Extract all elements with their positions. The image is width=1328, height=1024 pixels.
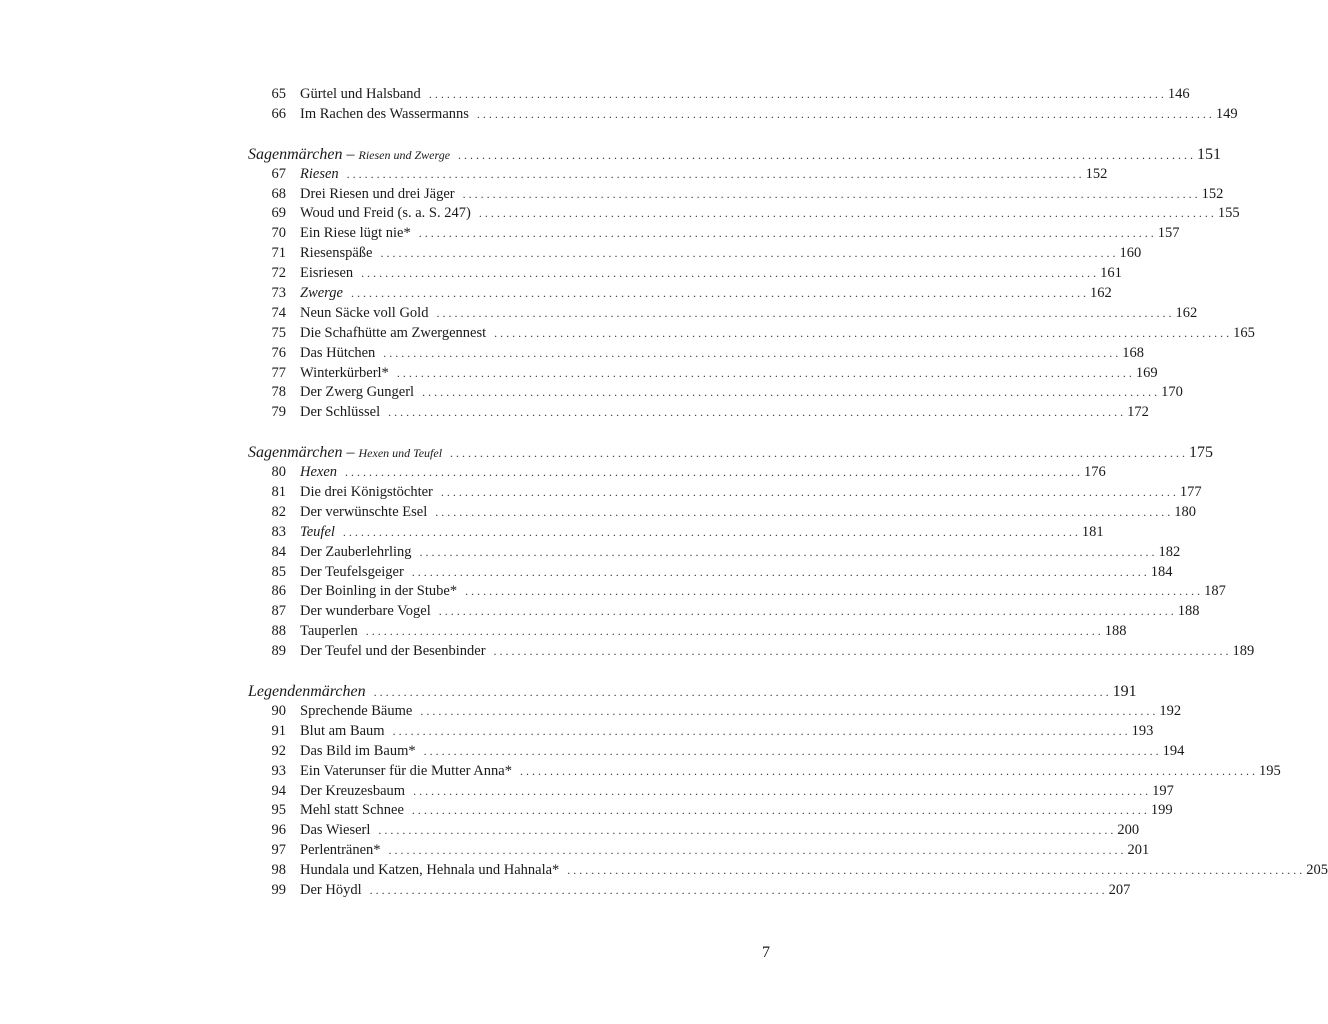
entry-title: Das Wieserl — [300, 822, 371, 839]
toc-entry — [248, 881, 1131, 901]
entry-number: 80 — [271, 464, 286, 481]
dot-leader — [441, 483, 1176, 503]
dot-leader — [458, 145, 1193, 166]
section-title: Sagenmärchen — [248, 145, 343, 163]
entry-title: Ein Riese lügt nie* — [300, 225, 411, 242]
entry-title: Woud und Freid (s. a. S. 247) — [300, 205, 471, 222]
dot-leader — [366, 622, 1101, 642]
toc-entry — [248, 543, 1181, 563]
section-heading — [248, 443, 1214, 463]
entry-title: Der Höydl — [300, 881, 362, 898]
entry-page: 182 — [1158, 543, 1181, 560]
dot-leader — [389, 841, 1124, 861]
entry-number: 77 — [271, 364, 286, 381]
entry-number: 81 — [271, 484, 286, 501]
entry-title: Riesen — [300, 165, 339, 182]
entry-page: 180 — [1174, 503, 1196, 520]
toc-entry — [248, 403, 1149, 423]
dot-leader — [388, 403, 1123, 423]
entry-number: 83 — [271, 523, 286, 540]
entry-page: 162 — [1089, 285, 1112, 302]
toc-entry — [248, 762, 1281, 782]
toc-entry — [248, 344, 1145, 364]
dot-leader — [424, 742, 1159, 762]
entry-title: Das Hütchen — [300, 344, 376, 361]
toc-entry — [248, 105, 1238, 125]
entry-title: Die drei Königstöchter — [300, 484, 433, 501]
entry-page: 161 — [1100, 265, 1122, 282]
dot-leader — [477, 105, 1212, 125]
toc-entry — [248, 324, 1255, 344]
toc-entry — [248, 602, 1200, 622]
dot-leader — [422, 383, 1157, 403]
entry-page: 188 — [1177, 603, 1200, 620]
entry-title: Neun Säcke voll Gold — [300, 304, 429, 321]
entry-number: 89 — [271, 643, 286, 660]
entry-number: 95 — [271, 802, 286, 819]
dot-leader — [479, 204, 1214, 224]
toc-entry — [248, 185, 1224, 205]
entry-title: Mehl statt Schnee — [300, 802, 404, 819]
entry-page: 193 — [1131, 722, 1154, 739]
entry-page: 168 — [1122, 344, 1145, 361]
toc-entry — [248, 503, 1196, 523]
entry-number: 91 — [271, 722, 286, 739]
entry-page: 152 — [1085, 165, 1108, 182]
section-title: Legendenmärchen — [248, 683, 366, 701]
dot-leader — [345, 463, 1080, 483]
entry-page: 169 — [1135, 364, 1158, 381]
toc-entry — [248, 702, 1182, 722]
section-subtitle: Hexen und Teufel — [358, 446, 443, 461]
toc-entry — [248, 821, 1140, 841]
entry-title: Perlentränen* — [300, 842, 381, 859]
section-page: 151 — [1197, 145, 1222, 163]
entry-title: Der Zauberlehrling — [300, 543, 412, 560]
toc-sections — [248, 145, 1328, 901]
dot-leader — [567, 861, 1302, 881]
entry-number: 67 — [271, 165, 286, 182]
entry-number: 94 — [271, 782, 286, 799]
entry-number: 74 — [271, 304, 286, 321]
intro-entries — [248, 85, 1238, 125]
toc-entry — [248, 204, 1240, 224]
entry-title: Der Schlüssel — [300, 404, 381, 421]
entry-number: 98 — [271, 862, 286, 879]
entry-page: 146 — [1167, 86, 1190, 102]
entry-number: 88 — [271, 623, 286, 640]
page-number: 7 — [762, 944, 770, 961]
toc-entry — [248, 523, 1104, 543]
toc-entry — [248, 463, 1106, 483]
toc-entry — [248, 483, 1202, 503]
entry-number: 76 — [271, 344, 286, 361]
dot-leader — [520, 762, 1255, 782]
toc-entry — [248, 782, 1174, 802]
entry-title: Der wunderbare Vogel — [300, 603, 431, 620]
toc-entry — [248, 85, 1190, 105]
dot-leader — [397, 364, 1132, 384]
toc-entry — [248, 841, 1150, 861]
entry-title: Der Boinling in der Stube* — [300, 583, 458, 600]
dot-leader — [450, 443, 1185, 464]
entry-page: 162 — [1175, 304, 1198, 321]
entry-number: 87 — [271, 603, 286, 620]
entry-number: 73 — [271, 285, 286, 302]
section-subtitle: Riesen und Zwerge — [358, 147, 451, 162]
entry-number: 84 — [271, 543, 286, 560]
toc-entry — [248, 165, 1108, 185]
entry-page: 197 — [1152, 782, 1174, 799]
entry-title: Der Teufelsgeiger — [300, 563, 404, 580]
section-heading — [248, 145, 1222, 165]
entry-title: Blut am Baum — [300, 722, 385, 739]
section-heading — [248, 682, 1137, 702]
entry-page: 192 — [1159, 702, 1182, 719]
entry-number: 96 — [271, 822, 286, 839]
entry-page: 157 — [1157, 225, 1180, 242]
dot-leader — [412, 563, 1147, 583]
entry-number: 99 — [271, 881, 286, 898]
entry-page: 176 — [1084, 464, 1106, 481]
entry-page: 200 — [1117, 822, 1140, 839]
entry-page: 177 — [1179, 484, 1202, 501]
dot-leader — [393, 722, 1128, 742]
entry-title: Winterkürberl* — [300, 364, 389, 381]
toc-entry — [248, 742, 1185, 762]
entry-number: 75 — [271, 324, 286, 341]
dot-leader — [347, 165, 1082, 185]
dot-leader — [383, 344, 1118, 364]
entry-title: Der Teufel und der Besenbinder — [300, 643, 486, 660]
toc-entry — [248, 622, 1127, 642]
entry-title: Eisriesen — [300, 265, 354, 282]
entry-page: 195 — [1258, 762, 1281, 779]
dot-leader — [465, 582, 1200, 602]
entry-title: Teufel — [300, 523, 335, 540]
entry-number: 71 — [271, 245, 286, 262]
section-heading-label — [248, 145, 450, 166]
entry-title: Sprechende Bäume — [300, 702, 413, 719]
entry-number: 72 — [271, 265, 286, 282]
section-dash: – — [342, 145, 359, 163]
toc-entry — [248, 722, 1154, 742]
dot-leader — [378, 821, 1113, 841]
entry-title: Hundala und Katzen, Hehnala und Hahnala* — [300, 862, 560, 879]
entry-number: 86 — [271, 583, 286, 600]
entry-title: Zwerge — [300, 285, 343, 302]
toc-entry — [248, 304, 1198, 324]
toc-entry — [248, 284, 1112, 304]
toc-entry — [248, 364, 1158, 384]
toc-entry — [248, 861, 1328, 881]
entry-page: 155 — [1217, 205, 1240, 222]
entry-title: Tauperlen — [300, 623, 358, 640]
table-of-contents — [248, 85, 1328, 921]
entry-number: 90 — [271, 702, 286, 719]
dot-leader — [435, 503, 1170, 523]
dot-leader — [420, 543, 1155, 563]
entry-page: 205 — [1306, 862, 1328, 879]
entry-page: 199 — [1150, 802, 1173, 819]
section-page: 191 — [1112, 683, 1137, 701]
toc-section — [248, 443, 1255, 662]
dot-leader — [419, 224, 1154, 244]
entry-page: 152 — [1201, 185, 1224, 202]
dot-leader — [374, 682, 1109, 703]
toc-entry — [248, 563, 1173, 583]
dot-leader — [343, 523, 1078, 543]
dot-leader — [413, 782, 1148, 802]
entry-page: 189 — [1232, 643, 1255, 660]
entry-title: Drei Riesen und drei Jäger — [300, 185, 455, 202]
entry-number: 65 — [271, 86, 286, 102]
entry-title: Der Kreuzesbaum — [300, 782, 406, 799]
entry-number: 93 — [271, 762, 286, 779]
toc-entry — [248, 244, 1142, 264]
entry-title: Der verwünschte Esel — [300, 503, 428, 520]
dot-leader — [494, 642, 1229, 662]
entry-page: 187 — [1204, 583, 1226, 600]
toc-section — [248, 145, 1255, 423]
entry-page: 207 — [1108, 881, 1131, 898]
entry-title: Das Bild im Baum* — [300, 742, 416, 759]
entry-number: 79 — [271, 404, 286, 421]
entry-page: 194 — [1162, 742, 1185, 759]
section-heading-label — [248, 443, 442, 464]
entry-page: 170 — [1161, 384, 1183, 401]
toc-entry — [248, 582, 1226, 602]
entry-number: 82 — [271, 503, 286, 520]
dot-leader — [380, 244, 1115, 264]
entry-number: 97 — [271, 842, 286, 859]
section-dash: – — [342, 444, 359, 462]
section-heading-label — [248, 682, 366, 703]
dot-leader — [494, 324, 1229, 344]
entry-title: Im Rachen des Wassermanns — [300, 105, 469, 122]
entry-title: Gürtel und Halsband — [300, 86, 421, 102]
dot-leader — [351, 284, 1086, 304]
entry-number: 92 — [271, 742, 286, 759]
entry-page: 188 — [1104, 623, 1127, 640]
entry-number: 78 — [271, 384, 286, 401]
entry-number: 85 — [271, 563, 286, 580]
section-page: 175 — [1189, 444, 1214, 462]
entry-page: 184 — [1150, 563, 1173, 580]
entry-number: 68 — [271, 185, 286, 202]
dot-leader — [412, 801, 1147, 821]
section-title: Sagenmärchen — [248, 444, 343, 462]
toc-section — [248, 682, 1328, 901]
entry-title: Der Zwerg Gungerl — [300, 384, 415, 401]
entry-number: 69 — [271, 205, 286, 222]
dot-leader — [429, 85, 1164, 105]
entry-title: Riesenspäße — [300, 245, 373, 262]
entry-page: 172 — [1127, 404, 1149, 421]
dot-leader — [463, 185, 1198, 205]
dot-leader — [420, 702, 1155, 722]
dot-leader — [439, 602, 1174, 622]
dot-leader — [361, 264, 1096, 284]
entry-number: 70 — [271, 225, 286, 242]
entry-title: Hexen — [300, 464, 338, 481]
entry-page: 165 — [1233, 324, 1255, 341]
toc-entry — [248, 383, 1183, 403]
toc-entry — [248, 264, 1122, 284]
toc-entry — [248, 642, 1255, 662]
entry-page: 181 — [1081, 523, 1104, 540]
entry-page: 201 — [1127, 842, 1150, 859]
entry-title: Die Schafhütte am Zwergennest — [300, 324, 487, 341]
entry-page: 149 — [1215, 105, 1238, 122]
entry-page: 160 — [1119, 245, 1142, 262]
dot-leader — [370, 881, 1105, 901]
entry-title: Ein Vaterunser für die Mutter Anna* — [300, 762, 512, 779]
toc-entry — [248, 801, 1173, 821]
entry-number: 66 — [271, 105, 286, 122]
toc-entry — [248, 224, 1180, 244]
dot-leader — [436, 304, 1171, 324]
